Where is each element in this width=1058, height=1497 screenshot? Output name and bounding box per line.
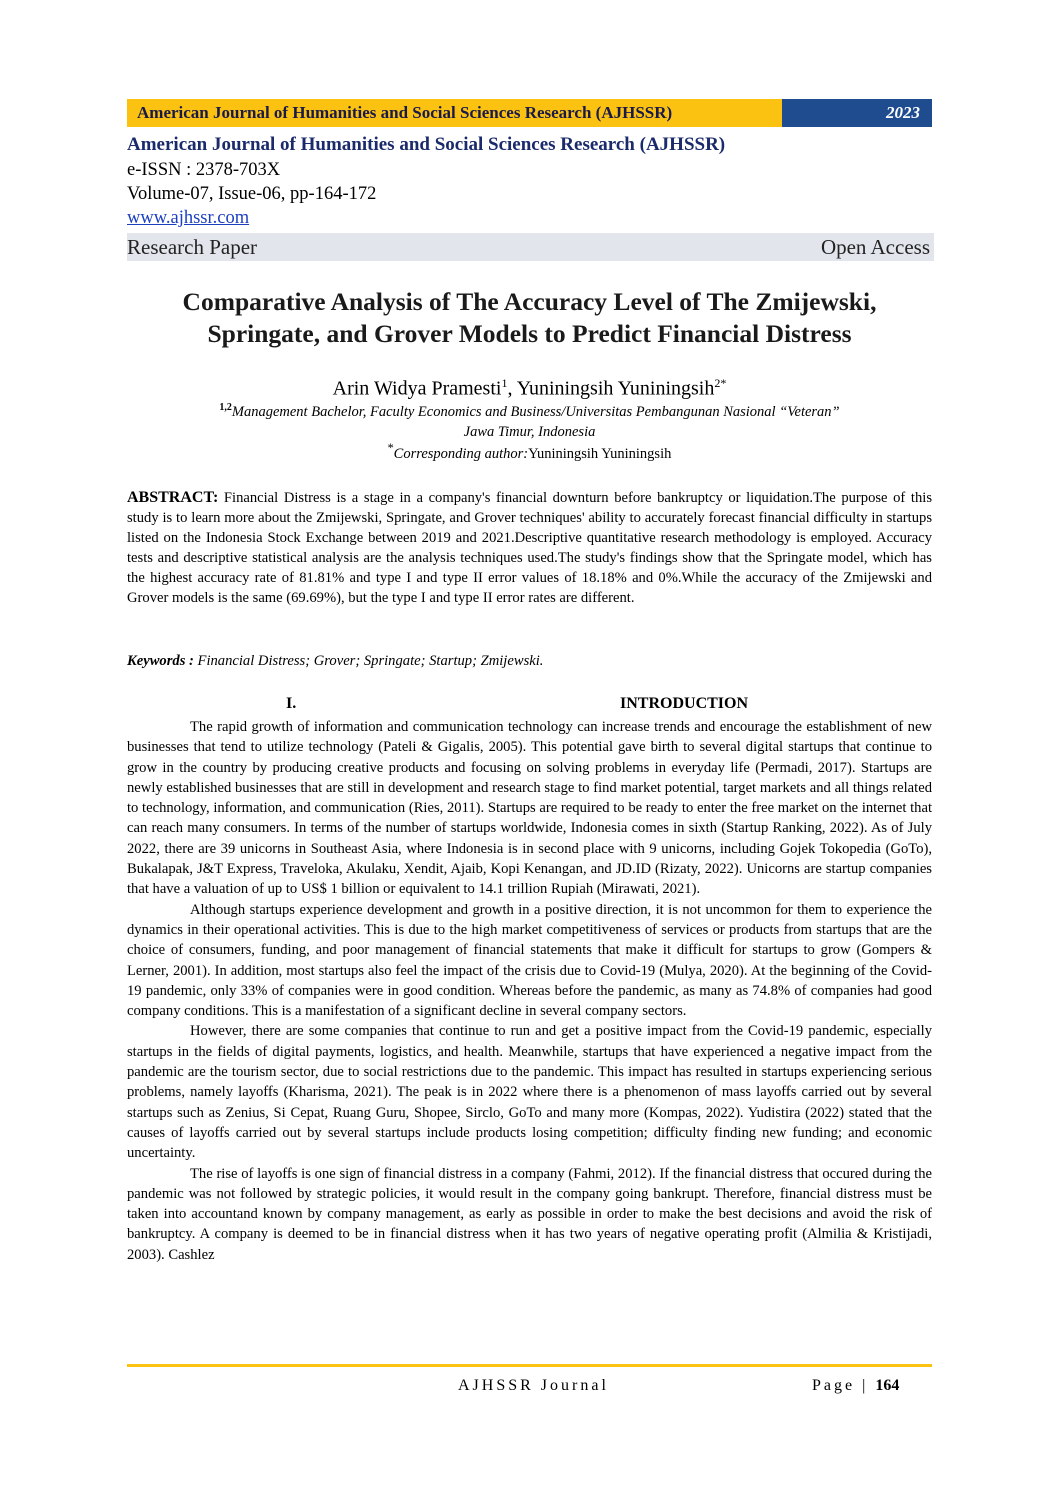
journal-issn: e-ISSN : 2378-703X: [127, 160, 281, 180]
footer-page-number: 164: [875, 1377, 900, 1394]
section-title: INTRODUCTION: [620, 695, 749, 712]
corresponding-author: [127, 438, 932, 464]
footer-rule: [127, 1364, 932, 1367]
authors: [127, 371, 932, 401]
journal-name: American Journal of Humanities and Social Sciences Research (AJHSSR): [127, 134, 726, 155]
paper-title-line2: Springate, and Grover Models to Predict Financial Distress: [207, 319, 852, 348]
running-header-journal: American Journal of Humanities and Social Sciences Research (AJHSSR): [127, 99, 782, 127]
keywords-text: Financial Distress; Grover; Springate; Startup; Zmijewski.: [193, 653, 544, 669]
paper-type: Research Paper: [127, 235, 258, 259]
body-text: [127, 717, 932, 1265]
section-number: I.: [286, 695, 297, 712]
corr-name: Yuniningsih Yuniningsih: [528, 445, 672, 462]
author-1: Arin Widya Pramesti: [332, 377, 502, 400]
author-1-sup: 1: [501, 376, 508, 390]
journal-website-link[interactable]: www.ajhssr.com: [127, 208, 250, 228]
affiliation-sup: 1,2: [219, 402, 232, 413]
running-header-year: 2023: [782, 99, 932, 127]
footer-page-label: Page |: [812, 1377, 876, 1394]
abstract-label: ABSTRACT:: [127, 489, 219, 506]
paper-title: [127, 286, 932, 350]
corr-sup: *: [387, 441, 394, 455]
author-2: Yuniningsih Yuniningsih: [516, 377, 715, 400]
paragraph: The rapid growth of information and communication technology can increase trends and encourage the establishment of new businesses that tend to utilize technology (Pateli & Gigalis, 2005). This potential gave birth to several digital startups that continue to grow in the country by producing creative products and focusing on solving problems in everyday life (Permadi, 2017). Startups are newly established businesses that are still in development and research stage to find market potential, target markets and all things related to technology, information, and communication (Ries, 2011). Startups are required to be ready to enter the free market on the internet that can reach many consumers. In terms of the number of startups worldwide, Indonesia comes in sixth (Startup Ranking, 2022). As of July 2022, there are 39 unicorns in Southeast Asia, where Indonesia is in second place with 9 unicorns, including Gojek Tokopedia (GoTo), Bukalapak, J&T Express, Traveloka, Akulaku, Xendit, Ajaib, Kopi Kenangan, and JD.ID (Rizaty, 2022). Unicorns are startup companies that have a valuation of up to US$ 1 billion or equivalent to 14.1 trillion Rupiah (Mirawati, 2021).: [127, 719, 932, 898]
affiliation-line2: Jawa Timur, Indonesia: [463, 423, 596, 440]
journal-volume: Volume-07, Issue-06, pp-164-172: [127, 184, 377, 204]
keywords-label: Keywords :: [127, 653, 194, 669]
affiliation-line1: Management Bachelor, Faculty Economics and Business/Universitas Pembangunan Nasional “Veteran”: [231, 403, 840, 420]
paragraph: The rise of layoffs is one sign of financial distress in a company (Fahmi, 2012). If the financial distress that occured during the pandemic was not followed by strategic policies, it would result in the company going bankrupt. Therefore, financial distress must be taken into accountand known by company management, as early as possible in order to make the best decisions and avoid the risk of bankruptcy. A company is deemed to be in financial distress when it has two years of negative operating profit (Almilia & Kristijadi, 2003). Cashlez: [127, 1165, 932, 1263]
author-separator: ,: [507, 377, 517, 400]
corr-label: Corresponding author:: [393, 445, 529, 462]
abstract-text: Financial Distress is a stage in a company's financial downturn before bankruptcy or liquidation.The purpose of this study is to learn more about the Zmijewski, Springate, and Grover techniques' ability to accurately forecast financial difficulty in startups listed on the Indonesia Stock Exchange between 2019 and 2021.Descriptive quantitative research methodology is employed. Accuracy tests and descriptive statistical analysis are the analysis techniques used.The study's findings show that the Springate model, which has the highest accuracy rate of 81.81% and type I and type II error values of 18.18% and 0%.While the accuracy of the Zmijewski and Grover models is the same (69.69%), but the type I and type II error rates are different.: [127, 490, 932, 606]
journal-info: [127, 132, 932, 230]
access-type: Open Access: [820, 235, 930, 259]
keywords: [127, 651, 932, 671]
affiliation: [127, 398, 932, 442]
paragraph: However, there are some companies that continue to run and get a positive impact from the Covid-19 pandemic, especially startups in the fields of digital payments, logistics, and health. Meanwhile, startups that have experienced a negative impact from the pandemic are the tourism sector, due to social restrictions due to the pandemic. This impact has resulted in startups experiencing serious problems, namely layoffs (Kharisma, 2021). The peak is in 2022 where there is a phenomenon of mass layoffs carried out by several startups such as Zenius, Si Cepat, Ruang Guru, Shopee, Sirclo, GoTo and many more (Kompas, 2022). Yudistira (2022) stated that the causes of layoffs carried out by several startups include products losing competition; difficulty finding new funding; and economic uncertainty.: [127, 1023, 932, 1162]
footer-page: [812, 1375, 899, 1397]
paragraph: Although startups experience development and growth in a positive direction, it is not uncommon for them to experience the dynamics in their operational activities. This is due to the high market competitiveness of services or products from startups that are the choice of consumers, funding, and poor management of financial statements that make it difficult for startups to grow (Gompers & Lerner, 2001). In addition, most startups also feel the impact of the crisis due to Covid-19 (Mulya, 2020). At the beginning of the Covid-19 pandemic, only 33% of companies were in good condition. Whereas before the pandemic, as many as 74.8% of companies had good company conditions. This is a manifestation of a significant decline in several company sectors.: [127, 901, 932, 1020]
paper-type-bar: [127, 233, 934, 261]
running-header: [127, 99, 932, 127]
paper-title-line1: Comparative Analysis of The Accuracy Level of The Zmijewski,: [182, 287, 877, 316]
author-2-sup: 2*: [714, 376, 727, 390]
abstract: [127, 488, 932, 608]
footer-journal: AJHSSR Journal: [458, 1377, 609, 1394]
